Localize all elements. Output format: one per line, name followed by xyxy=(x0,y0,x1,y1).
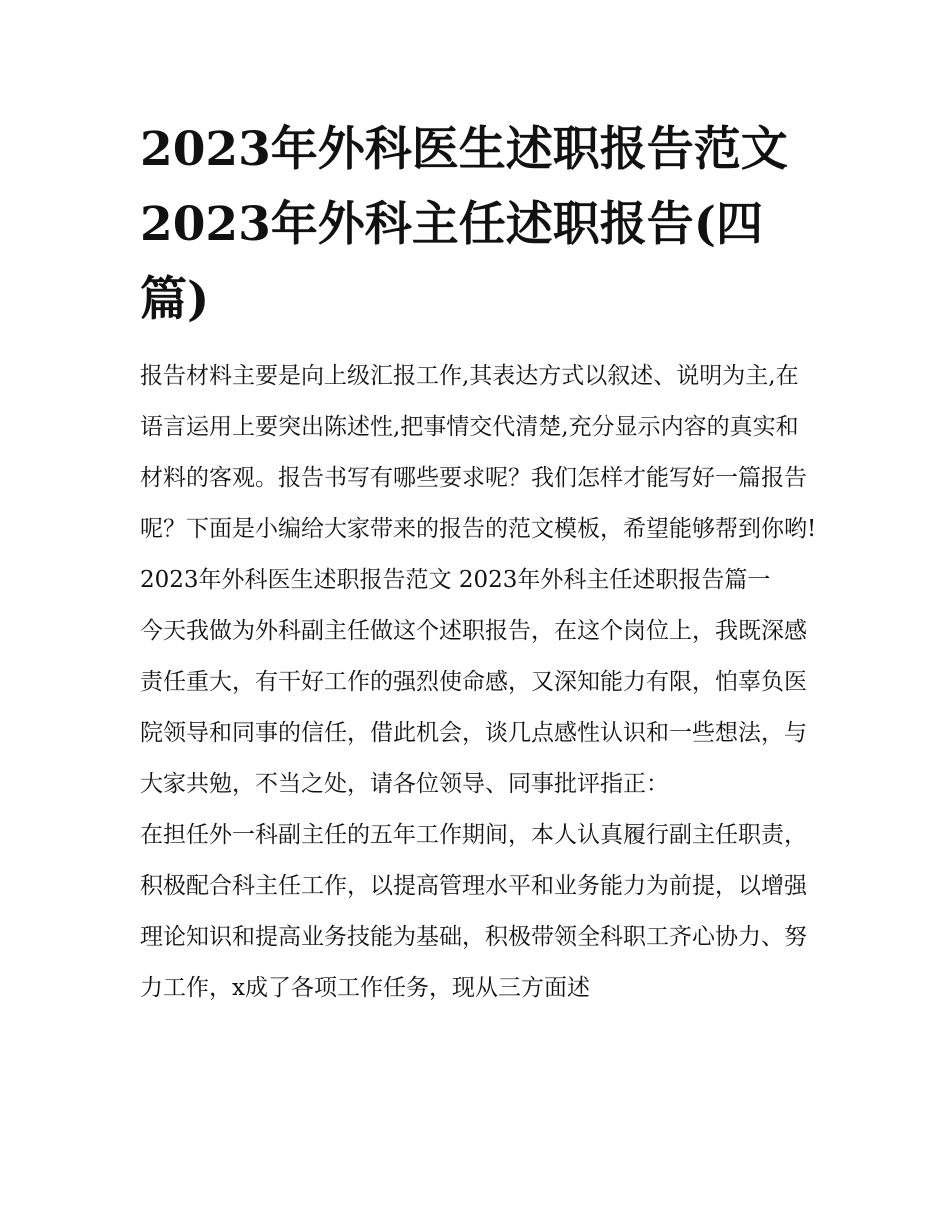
intro-paragraph: 报告材料主要是向上级汇报工作,其表达方式以叙述、说明为主,在语言运用上要突出陈述性,把事情交代清楚,充分显示内容的真实和材料的客观。报告书写有哪些要求呢？我们怎样才能写好一篇报告呢？下面是小编给大家带来的报告的范文模板，希望能够帮到你哟! xyxy=(140,363,817,542)
body-paragraph: 在担任外一科副主任的五年工作期间，本人认真履行副主任职责，积极配合科主任工作，以提高管理水平和业务能力为前提，以增强理论知识和提高业务技能为基础，积极带领全科职工齐心协力、努力工作，x成了各项工作任务，现从三方面述 xyxy=(140,822,807,1001)
body-paragraph: 今天我做为外科副主任做这个述职报告，在这个岗位上，我既深感责任重大，有干好工作的强烈使命感，又深知能力有限，怕辜负医院领导和同事的信任，借此机会，谈几点感性认识和一些想法，与大家共勉，不当之处，请各位领导、同事批评指正： xyxy=(140,618,807,797)
document-page xyxy=(140,112,820,1014)
document-title: 2023年外科医生述职报告范文 2023年外科主任述职报告(四 篇) xyxy=(140,122,788,327)
section-heading: 2023年外科医生述职报告范文 2023年外科主任述职报告篇一 xyxy=(140,567,771,593)
